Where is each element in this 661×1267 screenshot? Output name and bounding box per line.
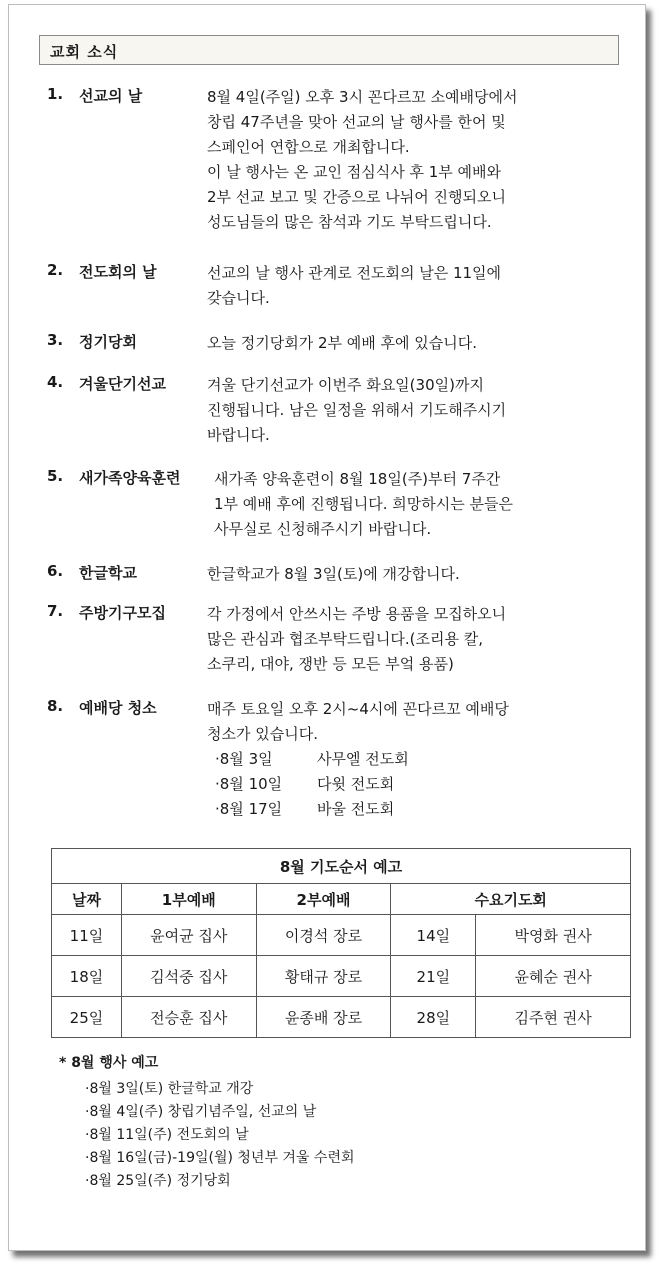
header-date: 날짜 [52, 884, 122, 915]
event-item: ·8월 16일(금)-19일(월) 청년부 겨울 수련회 [85, 1150, 355, 1166]
announcement-number: 2. [47, 261, 64, 279]
announcement-title: 예배당 청소 [79, 699, 157, 717]
cleaning-schedule-row [207, 772, 612, 797]
header-first-service: 1부예배 [121, 884, 256, 915]
event-item: ·8월 4일(주) 창립기념주일, 선교의 날 [85, 1104, 317, 1120]
schedule-date: ·8월 10일 [215, 775, 283, 793]
cell-wednesday-name: 윤혜순 권사 [476, 956, 631, 997]
announcement-body [207, 562, 612, 587]
announcement-title: 겨울단기선교 [79, 375, 166, 393]
cleaning-schedule-row [207, 797, 612, 822]
header-wednesday-prayer: 수요기도회 [391, 884, 631, 915]
schedule-date: ·8월 17일 [215, 800, 283, 818]
announcement-number: 1. [47, 85, 64, 103]
body-line: 스페인어 연합으로 개최합니다. [207, 138, 410, 156]
cell-date: 18일 [52, 956, 122, 997]
section-header [39, 35, 619, 65]
cell-first-service: 전승훈 집사 [121, 997, 256, 1038]
events-title: * 8월 행사 예고 [59, 1055, 159, 1071]
prayer-schedule-table [51, 848, 631, 1038]
body-line: 성도님들의 많은 참석과 기도 부탁드립니다. [207, 213, 492, 231]
announcement-title: 정기당회 [79, 333, 137, 351]
announcement-number: 5. [47, 467, 64, 485]
body-line: 바랍니다. [207, 426, 270, 444]
announcement-body [207, 697, 612, 822]
schedule-group: 다윗 전도회 [317, 775, 395, 793]
announcement-number: 3. [47, 331, 64, 349]
announcement-body [207, 602, 612, 677]
body-line: 겨울 단기선교가 이번주 화요일(30일)까지 [207, 376, 484, 394]
body-line: 2부 선교 보고 및 간증으로 나뉘어 진행되오니 [207, 188, 506, 206]
body-line: 선교의 날 행사 관계로 전도회의 날은 11일에 [207, 264, 502, 282]
cell-second-service: 윤종배 장로 [256, 997, 391, 1038]
announcement-title: 주방기구모집 [79, 604, 166, 622]
cell-wednesday-name: 김주현 권사 [476, 997, 631, 1038]
announcement-title: 새가족양육훈련 [79, 469, 181, 487]
schedule-group: 사무엘 전도회 [317, 750, 409, 768]
announcement-title: 전도회의 날 [79, 263, 157, 281]
announcement-number: 6. [47, 562, 64, 580]
event-item: ·8월 11일(주) 전도회의 날 [85, 1127, 249, 1143]
announcement-body [207, 85, 612, 235]
body-line: 갖습니다. [207, 289, 270, 307]
announcement-body [207, 331, 612, 356]
body-line: 많은 관심과 협조부탁드립니다.(조리용 칼, [207, 630, 484, 648]
announcement-body [207, 261, 612, 311]
table-row [52, 915, 631, 956]
announcement-number: 4. [47, 373, 64, 391]
body-line: 사무실로 신청해주시기 바랍니다. [214, 520, 432, 538]
event-item: ·8월 3일(토) 한글학교 개강 [85, 1081, 254, 1097]
announcement-body [214, 467, 619, 542]
announcement-title: 선교의 날 [79, 87, 143, 105]
body-line: 매주 토요일 오후 2시~4시에 꼰다르꼬 예배당 [207, 700, 509, 718]
cell-wednesday-date: 21일 [391, 956, 476, 997]
cleaning-schedule-row [207, 747, 612, 772]
announcement-body [207, 373, 612, 448]
table-caption: 8월 기도순서 예고 [52, 849, 631, 884]
header-second-service: 2부예배 [256, 884, 391, 915]
cell-second-service: 황태규 장로 [256, 956, 391, 997]
schedule-group: 바울 전도회 [317, 800, 395, 818]
body-line: 1부 예배 후에 진행됩니다. 희망하시는 분들은 [214, 495, 513, 513]
cell-date: 11일 [52, 915, 122, 956]
event-item: ·8월 25일(주) 정기당회 [85, 1173, 231, 1189]
body-line: 한글학교가 8월 3일(토)에 개강합니다. [207, 565, 460, 583]
table-row [52, 956, 631, 997]
body-line: 청소가 있습니다. [207, 725, 318, 743]
body-line: 이 날 행사는 온 교인 점심식사 후 1부 예배와 [207, 163, 502, 181]
body-line: 창립 47주년을 맞아 선교의 날 행사를 한어 및 [207, 113, 506, 131]
body-line: 소쿠리, 대야, 쟁반 등 모든 부엌 용품) [207, 655, 454, 673]
cell-second-service: 이경석 장로 [256, 915, 391, 956]
announcement-title: 한글학교 [79, 564, 137, 582]
cell-date: 25일 [52, 997, 122, 1038]
section-title: 교회 소식 [50, 43, 119, 61]
cell-first-service: 윤여균 집사 [121, 915, 256, 956]
body-line: 진행됩니다. 남은 일정을 위해서 기도해주시기 [207, 401, 507, 419]
cell-wednesday-name: 박영화 권사 [476, 915, 631, 956]
body-line: 오늘 정기당회가 2부 예배 후에 있습니다. [207, 334, 477, 352]
cell-wednesday-date: 28일 [391, 997, 476, 1038]
announcement-number: 7. [47, 602, 64, 620]
body-line: 8월 4일(주일) 오후 3시 꼰다르꼬 소예배당에서 [207, 88, 518, 106]
announcement-number: 8. [47, 697, 64, 715]
bulletin-page [8, 4, 646, 1251]
body-line: 각 가정에서 안쓰시는 주방 용품을 모집하오니 [207, 605, 507, 623]
cell-first-service: 김석중 집사 [121, 956, 256, 997]
cell-wednesday-date: 14일 [391, 915, 476, 956]
body-line: 새가족 양육훈련이 8월 18일(주)부터 7주간 [214, 470, 501, 488]
table-row [52, 997, 631, 1038]
schedule-date: ·8월 3일 [215, 750, 273, 768]
events-list [85, 1078, 355, 1193]
